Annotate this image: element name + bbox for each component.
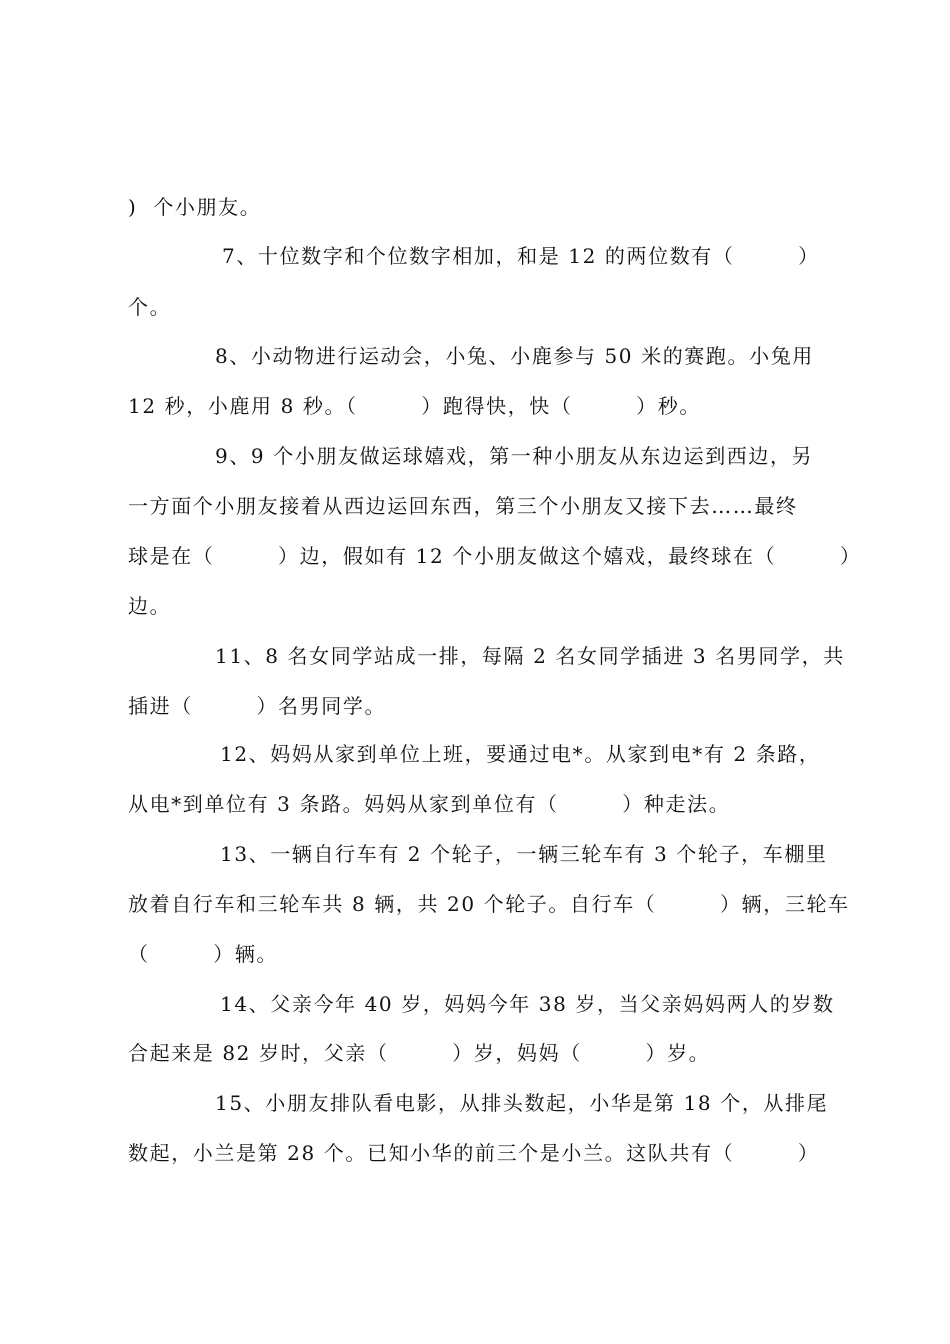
question-9-line-1: 9、9 个小朋友做运球嬉戏，第一种小朋友从东边运到西边，另 <box>215 444 814 468</box>
question-7-line-1: 7、十位数字和个位数字相加，和是 12 的两位数有（ ） <box>222 244 820 268</box>
question-13-line-2: 放着自行车和三轮车共 8 辆，共 20 个轮子。自行车（ ）辆，三轮车 <box>128 892 850 916</box>
question-8-line-2: 12 秒，小鹿用 8 秒。（ ）跑得快，快（ ）秒。 <box>128 394 701 418</box>
question-15-line-1: 15、小朋友排队看电影，从排头数起，小华是第 18 个，从排尾 <box>215 1091 829 1115</box>
question-14-line-2: 合起来是 82 岁时，父亲（ ）岁，妈妈（ ）岁。 <box>128 1041 711 1065</box>
question-9-line-2: 一方面个小朋友接着从西边运回东西，第三个小朋友又接下去……最终 <box>128 494 798 518</box>
question-9-line-3: 球是在（ ）边，假如有 12 个小朋友做这个嬉戏，最终球在（ ） <box>128 544 862 568</box>
question-7-line-2: 个。 <box>128 295 172 319</box>
text-line: ) 个小朋友。 <box>128 195 262 219</box>
question-12-line-1: 12、妈妈从家到单位上班，要通过电*。从家到电*有 2 条路， <box>220 742 821 766</box>
question-8-line-1: 8、小动物进行运动会，小兔、小鹿参与 50 米的赛跑。小兔用 <box>215 344 814 368</box>
question-11-line-2: 插进（ ）名男同学。 <box>128 694 387 718</box>
question-13-line-1: 13、一辆自行车有 2 个轮子，一辆三轮车有 3 个轮子，车棚里 <box>220 842 828 866</box>
question-9-line-4: 边。 <box>128 594 172 618</box>
question-13-line-3: （ ）辆。 <box>128 942 279 966</box>
question-15-line-2: 数起，小兰是第 28 个。已知小华的前三个是小兰。这队共有（ ） <box>128 1141 820 1165</box>
question-12-line-2: 从电*到单位有 3 条路。妈妈从家到单位有（ ）种走法。 <box>128 792 731 816</box>
question-11-line-1: 11、8 名女同学站成一排，每隔 2 名女同学插进 3 名男同学，共 <box>215 644 845 668</box>
question-14-line-1: 14、父亲今年 40 岁，妈妈今年 38 岁，当父亲妈妈两人的岁数 <box>220 992 835 1016</box>
